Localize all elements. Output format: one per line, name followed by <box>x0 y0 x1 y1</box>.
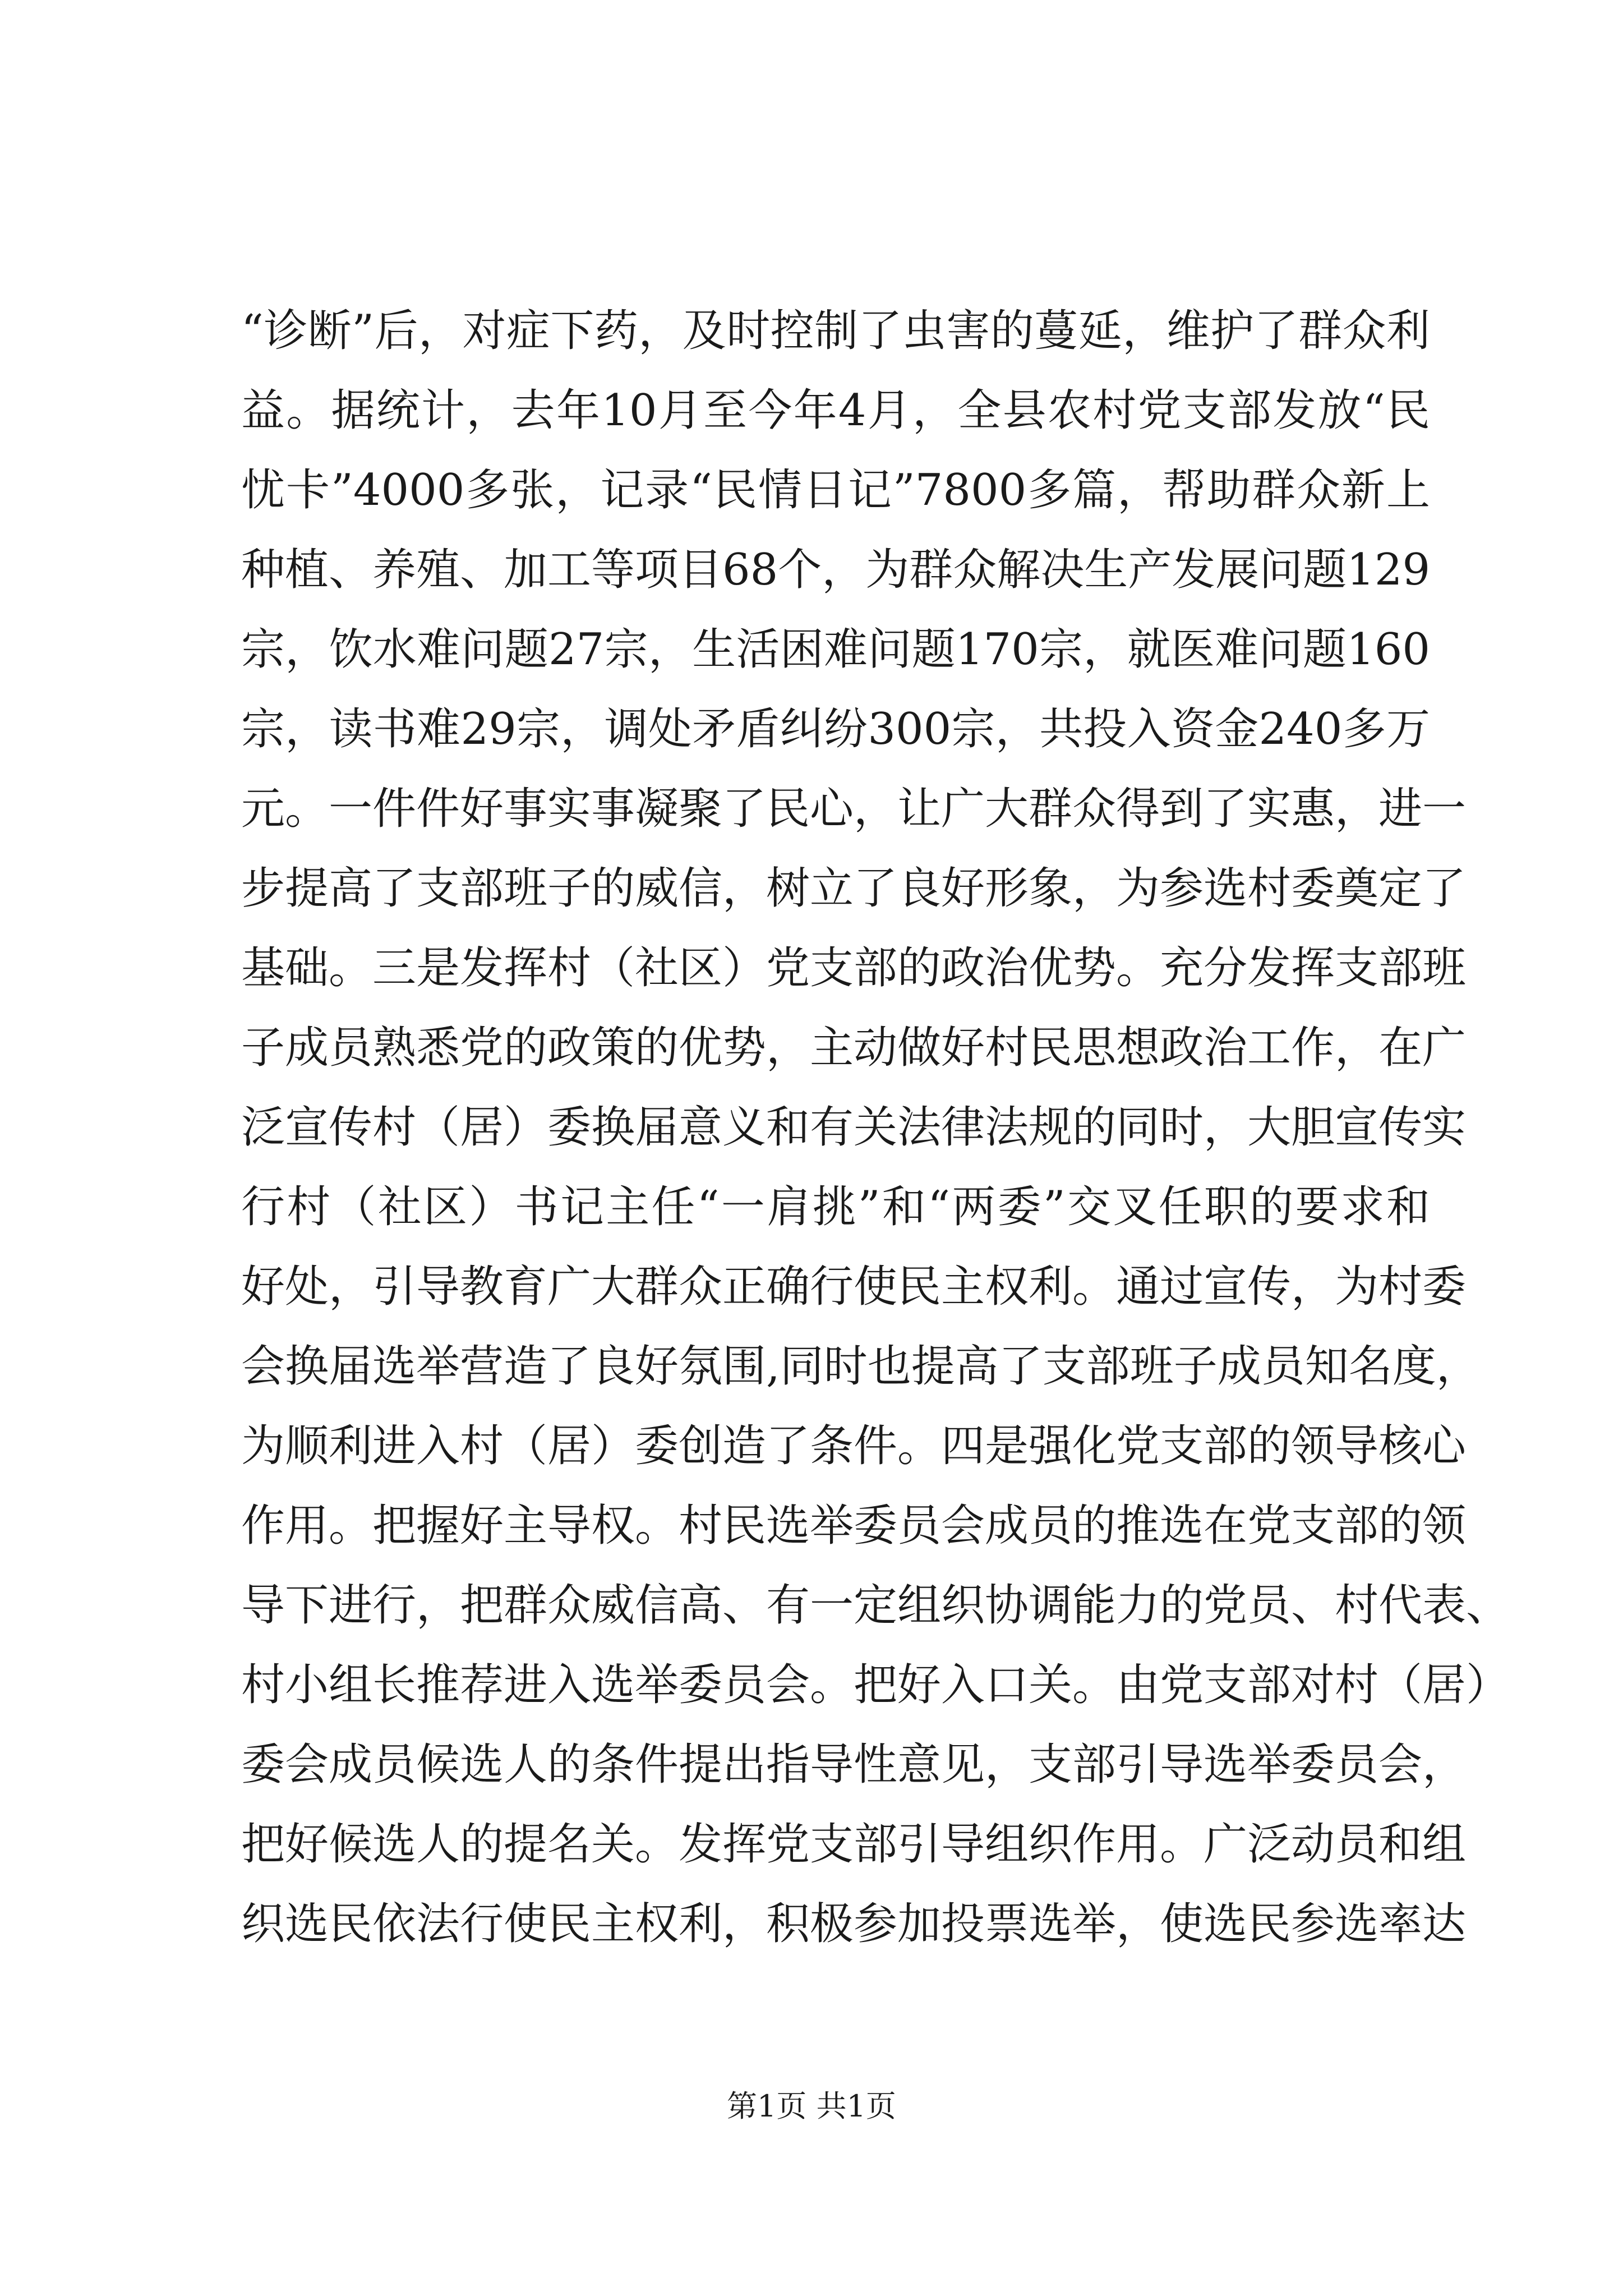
text-line: 步提高了支部班子的威信，树立了良好形象，为参选村委奠定了 <box>241 863 1467 914</box>
text-line: 种植、养殖、加工等项目68个，为群众解决生产发展问题129 <box>241 545 1431 595</box>
text-line: 泛宣传村（居）委换届意义和有关法律法规的同时，大胆宣传实 <box>241 1102 1467 1153</box>
text-line: 好处，引导教育广大群众正确行使民主权利。通过宣传，为村委 <box>241 1262 1467 1312</box>
text-line: 宗，饮水难问题27宗，生活困难问题170宗，就医难问题160 <box>241 624 1430 675</box>
text-line: 委会成员候选人的条件提出指导性意见，支部引导选举委员会， <box>241 1740 1467 1790</box>
text-line: 子成员熟悉党的政策的优势，主动做好村民思想政治工作，在广 <box>241 1023 1467 1073</box>
text-line: 宗，读书难29宗，调处矛盾纠纷300宗，共投入资金240多万 <box>241 704 1430 754</box>
text-line: 织选民依法行使民主权利，积极参加投票选举，使选民参选率达 <box>241 1899 1467 1949</box>
text-line: 行村（社区）书记主任“一肩挑”和“两委”交叉任职的要求和 <box>241 1182 1430 1232</box>
text-line: 基础。三是发挥村（社区）党支部的政治优势。充分发挥支部班 <box>241 943 1467 993</box>
text-line: 村小组长推荐进入选举委员会。把好入口关。由党支部对村（居） <box>241 1660 1510 1710</box>
text-line: 导下进行，把群众威信高、有一定组织协调能力的党员、村代表、 <box>241 1580 1510 1631</box>
text-line: 元。一件件好事实事凝聚了民心，让广大群众得到了实惠，进一 <box>241 784 1467 834</box>
text-line: 为顺利进入村（居）委创造了条件。四是强化党支部的领导核心 <box>241 1421 1467 1471</box>
text-line: “诊断”后，对症下药，及时控制了虫害的蔓延，维护了群众利 <box>241 306 1430 356</box>
text-line: 会换届选举营造了良好氛围,同时也提高了支部班子成员知名度， <box>241 1341 1480 1392</box>
text-line: 把好候选人的提名关。发挥党支部引导组织作用。广泛动员和组 <box>241 1819 1467 1870</box>
text-line: 益。据统计，去年10月至今年4月，全县农村党支部发放“民 <box>241 385 1430 436</box>
text-line: 作用。把握好主导权。村民选举委员会成员的推选在党支部的领 <box>241 1501 1467 1551</box>
text-line: 忧卡”4000多张，记录“民情日记”7800多篇，帮助群众新上 <box>241 465 1430 516</box>
page-footer: 第1页 共1页 <box>727 2088 896 2124</box>
